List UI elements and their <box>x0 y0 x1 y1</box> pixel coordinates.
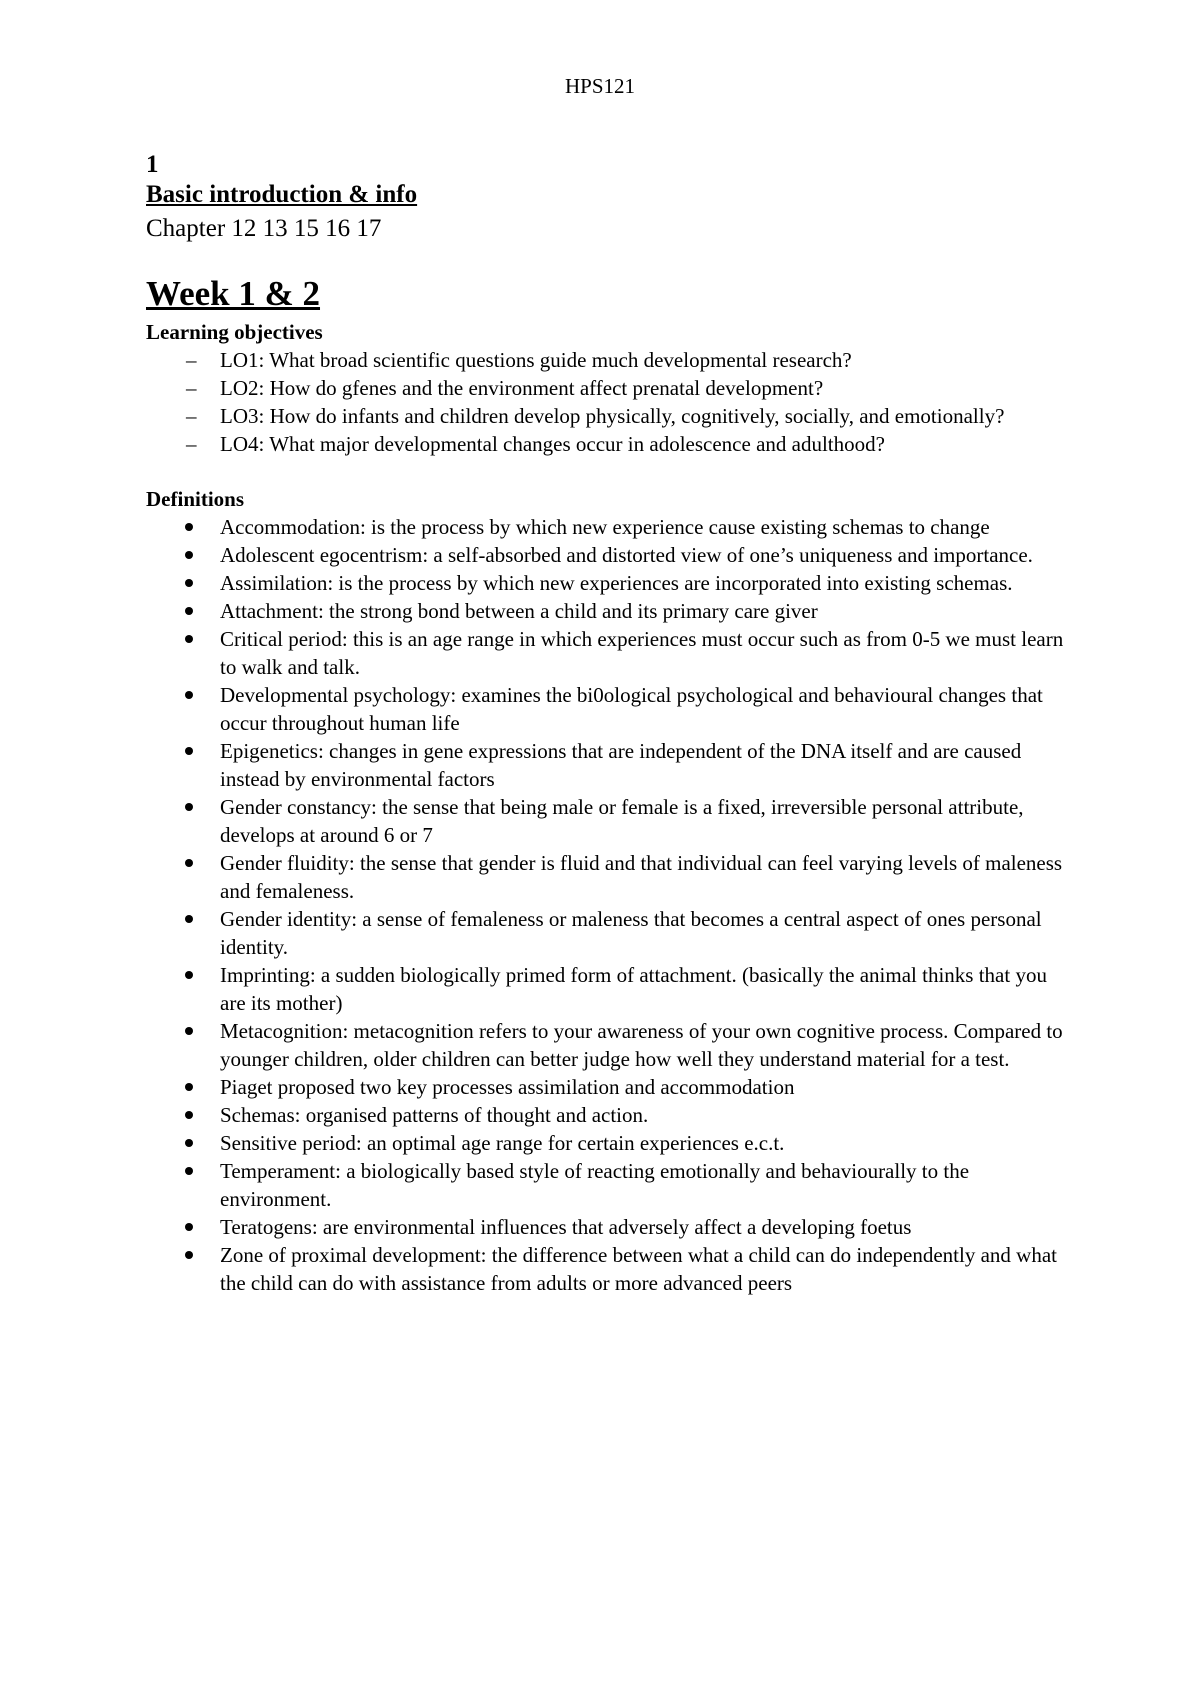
definition-item <box>146 849 1076 905</box>
bullet-icon <box>185 803 193 811</box>
definition-text: Schemas: organised patterns of thought and action. <box>220 1103 649 1127</box>
definition-text: Adolescent egocentrism: a self-absorbed and distorted view of one’s uniqueness and importance. <box>220 543 1033 567</box>
definition-text: Gender fluidity: the sense that gender is fluid and that individual can feel varying levels of maleness and femaleness. <box>220 851 1063 903</box>
learning-objective-item <box>146 402 1076 430</box>
learning-objective-text: LO1: What broad scientific questions guide much developmental research? <box>220 348 852 372</box>
definition-item <box>146 513 1076 541</box>
bullet-icon <box>185 523 193 531</box>
definition-item <box>146 541 1076 569</box>
definition-item <box>146 681 1076 737</box>
bullet-icon <box>185 1111 193 1119</box>
definition-text: Attachment: the strong bond between a child and its primary care giver <box>220 599 818 623</box>
definition-text: Zone of proximal development: the difference between what a child can do independently and what the child can do with assistance from adults or more advanced peers <box>220 1243 1057 1295</box>
definition-text: Sensitive period: an optimal age range for certain experiences e.c.t. <box>220 1131 785 1155</box>
learning-objective-text: LO4: What major developmental changes occur in adolescence and adulthood? <box>220 432 885 456</box>
definition-item <box>146 1129 1076 1157</box>
definition-text: Metacognition: metacognition refers to your awareness of your own cognitive process. Compared to younger children, older children can better judge how well they understand material for a test. <box>220 1019 1063 1071</box>
definition-item <box>146 625 1076 681</box>
learning-objectives-list <box>146 346 1076 458</box>
definition-text: Piaget proposed two key processes assimilation and accommodation <box>220 1075 795 1099</box>
definition-text: Gender constancy: the sense that being male or female is a fixed, irreversible personal attribute, develops at around 6 or 7 <box>220 795 1024 847</box>
bullet-icon <box>185 1139 193 1147</box>
definition-item <box>146 1017 1076 1073</box>
bullet-icon <box>185 971 193 979</box>
learning-objectives-heading: Learning objectives <box>146 320 323 344</box>
definition-text: Accommodation: is the process by which new experience cause existing schemas to change <box>220 515 990 539</box>
definition-text: Teratogens: are environmental influences that adversely affect a developing foetus <box>220 1215 912 1239</box>
chapter-list: Chapter 12 13 15 16 17 <box>146 215 382 242</box>
definition-text: Imprinting: a sudden biologically primed form of attachment. (basically the animal thinks that you are its mother) <box>220 963 1047 1015</box>
definition-item <box>146 1213 1076 1241</box>
bullet-icon <box>185 551 193 559</box>
bullet-icon <box>185 859 193 867</box>
definition-text: Epigenetics: changes in gene expressions that are independent of the DNA itself and are caused instead by environmental factors <box>220 739 1022 791</box>
bullet-icon <box>185 1167 193 1175</box>
learning-objective-item <box>146 430 1076 458</box>
definition-item <box>146 737 1076 793</box>
definitions-heading: Definitions <box>146 487 245 511</box>
definition-item <box>146 961 1076 1017</box>
definition-item <box>146 905 1076 961</box>
learning-objective-item <box>146 374 1076 402</box>
definition-item <box>146 1157 1076 1213</box>
definition-item <box>146 1101 1076 1129</box>
learning-objective-text: LO2: How do gfenes and the environment affect prenatal development? <box>220 376 824 400</box>
learning-objective-item <box>146 346 1076 374</box>
document-body <box>146 150 1076 1297</box>
definition-text: Temperament: a biologically based style of reacting emotionally and behaviourally to the environment. <box>220 1159 970 1211</box>
bullet-icon <box>185 747 193 755</box>
learning-objective-text: LO3: How do infants and children develop physically, cognitively, socially, and emotionally? <box>220 404 1005 428</box>
page-header: HPS121 <box>564 74 636 98</box>
definition-text: Gender identity: a sense of femaleness or maleness that becomes a central aspect of ones personal identity. <box>220 907 1042 959</box>
definition-item <box>146 793 1076 849</box>
section-number: 1 <box>146 151 159 178</box>
bullet-icon <box>185 1083 193 1091</box>
definition-item <box>146 569 1076 597</box>
dash-marker: – <box>186 348 197 372</box>
dash-marker: – <box>186 432 197 456</box>
definition-text: Developmental psychology: examines the bi0ological psychological and behavioural changes that occur throughout human life <box>220 683 1043 735</box>
definition-item <box>146 597 1076 625</box>
bullet-icon <box>185 579 193 587</box>
bullet-icon <box>185 915 193 923</box>
definition-item <box>146 1241 1076 1297</box>
definition-text: Critical period: this is an age range in which experiences must occur such as from 0-5 we must learn to walk and talk. <box>220 627 1064 679</box>
bullet-icon <box>185 1223 193 1231</box>
dash-marker: – <box>186 376 197 400</box>
definition-text: Assimilation: is the process by which new experiences are incorporated into existing schemas. <box>220 571 1013 595</box>
bullet-icon <box>185 635 193 643</box>
week-heading: Week 1 & 2 <box>146 274 321 313</box>
definitions-list <box>146 513 1076 1297</box>
bullet-icon <box>185 1027 193 1035</box>
dash-marker: – <box>186 404 197 428</box>
section-title: Basic introduction & info <box>146 181 418 208</box>
definition-item <box>146 1073 1076 1101</box>
bullet-icon <box>185 1251 193 1259</box>
bullet-icon <box>185 607 193 615</box>
bullet-icon <box>185 691 193 699</box>
